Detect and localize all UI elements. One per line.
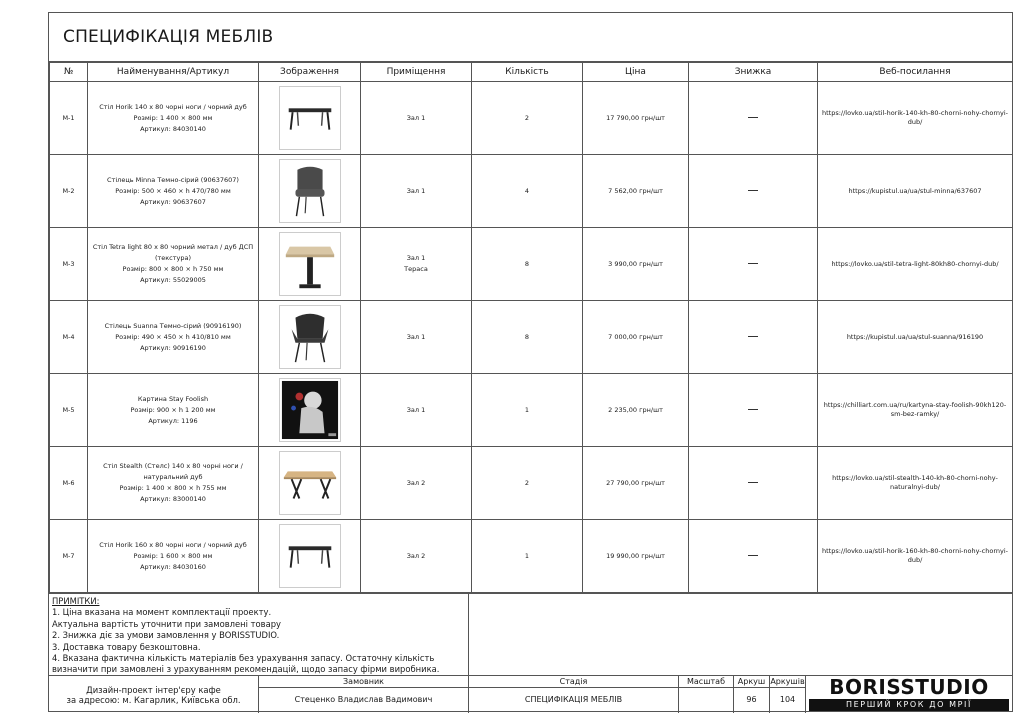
item-price: 19 990,00 грн/шт xyxy=(583,520,689,593)
item-image-cell xyxy=(259,374,361,447)
table-row xyxy=(50,228,1013,301)
item-name-line: Артикул: 1196 xyxy=(148,416,198,425)
client-value: Стеценко Владислав Вадимович xyxy=(294,695,433,704)
dark-table-icon xyxy=(279,524,341,588)
item-name xyxy=(88,155,259,228)
item-code: М-4 xyxy=(50,301,88,374)
dash-icon xyxy=(748,336,758,337)
project-description xyxy=(49,676,259,713)
title-row xyxy=(49,13,1012,62)
item-discount xyxy=(689,82,818,155)
item-room xyxy=(361,82,472,155)
col-number-header: № xyxy=(50,63,88,82)
item-qty: 2 xyxy=(472,82,583,155)
item-name-line: Розмір: 800 × 800 × h 750 мм xyxy=(122,265,224,273)
item-name-line: Стіл Horik 140 x 80 чорні ноги / чорний дуб xyxy=(99,102,247,111)
item-qty: 1 xyxy=(472,374,583,447)
item-qty: 2 xyxy=(472,447,583,520)
sheets-label: Аркушів xyxy=(770,677,805,686)
item-qty: 8 xyxy=(472,228,583,301)
dash-icon xyxy=(748,263,758,264)
item-room xyxy=(361,447,472,520)
item-name-line: (текстура) xyxy=(154,254,192,262)
item-room-line: Зал 1 xyxy=(406,186,426,195)
notes-line: Актуальна вартість уточнити при замовлені товару xyxy=(52,618,281,629)
brand-name: BORISSTUDIO xyxy=(829,675,989,699)
item-code: М-7 xyxy=(50,520,88,593)
item-price: 2 235,00 грн/шт xyxy=(583,374,689,447)
item-link[interactable]: https://kupistul.ua/ua/stul-suanna/916190 xyxy=(818,301,1013,374)
sheets-cell xyxy=(770,676,806,713)
notes-line: 1. Ціна вказана на момент комплектації проекту. xyxy=(52,607,272,618)
dash-icon xyxy=(748,409,758,410)
item-room xyxy=(361,228,472,301)
item-name-line: Розмір: 900 × h 1 200 мм xyxy=(130,405,216,414)
dark-table-icon xyxy=(279,86,341,150)
item-code: М-1 xyxy=(50,82,88,155)
item-name-line: Розмір: 1 400 × 800 × h 755 мм xyxy=(119,484,227,492)
project-line: за адресою: м. Кагарлик, Київська обл. xyxy=(66,695,241,705)
item-name xyxy=(88,301,259,374)
item-room xyxy=(361,520,472,593)
stage-cell xyxy=(469,676,679,713)
item-room-line: Зал 1 xyxy=(406,254,426,262)
item-code: М-5 xyxy=(50,374,88,447)
item-price: 7 000,00 грн/шт xyxy=(583,301,689,374)
item-discount xyxy=(689,155,818,228)
item-image-cell xyxy=(259,155,361,228)
notes-line: 3. Доставка товару безкоштовна. xyxy=(52,641,201,652)
item-name-line: Артикул: 84030140 xyxy=(140,124,206,133)
item-image-cell xyxy=(259,301,361,374)
stage-label: Стадія xyxy=(469,676,678,688)
item-room-line: Зал 2 xyxy=(406,478,426,487)
specification-sheet xyxy=(48,12,1013,712)
table-header-row xyxy=(50,63,1013,82)
table-row xyxy=(50,520,1013,593)
item-room xyxy=(361,155,472,228)
table-row xyxy=(50,82,1013,155)
item-name xyxy=(88,228,259,301)
item-link[interactable]: https://lovko.ua/stil-stealth-140-kh-80-chorni-nohy-naturalnyi-dub/ xyxy=(818,447,1013,520)
item-room-line: Зал 1 xyxy=(406,332,426,341)
item-image-cell xyxy=(259,520,361,593)
item-name-line: Артикул: 90637607 xyxy=(140,197,206,206)
item-qty: 1 xyxy=(472,520,583,593)
dash-icon xyxy=(748,117,758,118)
item-image-cell xyxy=(259,82,361,155)
item-name-line: Стілець Minna Темно-сірий (90637607) xyxy=(107,175,239,184)
col-room-header: Приміщення xyxy=(361,63,472,82)
scale-label: Масштаб xyxy=(679,676,733,688)
notes-line: 2. Знижка діє за умови замовлення у BORISSTUDIO. xyxy=(52,630,280,641)
dash-icon xyxy=(748,555,758,556)
client-label: Замовник xyxy=(259,676,468,688)
client-cell xyxy=(259,676,469,713)
item-name-line: Стіл Horik 160 x 80 чорні ноги / чорний дуб xyxy=(99,540,247,549)
sheet-label: Аркуш xyxy=(734,676,769,688)
item-link[interactable]: https://lovko.ua/stil-horik-140-kh-80-chorni-nohy-chornyi-dub/ xyxy=(818,82,1013,155)
item-room-line: Зал 2 xyxy=(406,551,426,560)
item-name xyxy=(88,447,259,520)
item-discount xyxy=(689,228,818,301)
sheet-cell xyxy=(734,676,770,713)
item-name-line: Стіл Tetra light 80 x 80 чорний метал / дуб ДСП xyxy=(92,243,254,251)
item-name-line: Розмір: 1 600 × 800 мм xyxy=(133,551,213,560)
item-room-line: Тераса xyxy=(404,265,428,273)
table-row xyxy=(50,447,1013,520)
sheet-value: 96 xyxy=(746,695,757,704)
col-link-header: Веб-посилання xyxy=(818,63,1013,82)
item-qty: 4 xyxy=(472,155,583,228)
item-name-line: Артикул: 55029005 xyxy=(140,276,206,284)
item-name-line: Артикул: 90916190 xyxy=(140,343,206,352)
item-link[interactable]: https://lovko.ua/stil-tetra-light-80kh80-chornyi-dub/ xyxy=(818,228,1013,301)
item-image-cell xyxy=(259,447,361,520)
item-name-line: Розмір: 1 400 × 800 мм xyxy=(133,113,213,122)
item-price: 3 990,00 грн/шт xyxy=(583,228,689,301)
col-name-header: Найменування/Артикул xyxy=(88,63,259,82)
page-title: СПЕЦИФІКАЦІЯ МЕБЛІВ xyxy=(63,27,274,47)
item-room xyxy=(361,301,472,374)
item-name-line: Артикул: 83000140 xyxy=(140,495,206,503)
table-row xyxy=(50,374,1013,447)
item-name-line: Стіл Stealth (Стелс) 140 x 80 чорні ноги / xyxy=(103,462,243,470)
col-price-header: Ціна xyxy=(583,63,689,82)
dash-icon xyxy=(748,190,758,191)
item-name-line: Стілець Suanna Темно-сірий (90916190) xyxy=(104,321,242,330)
item-discount xyxy=(689,520,818,593)
scale-value xyxy=(679,688,733,712)
square-table-icon xyxy=(279,232,341,296)
stage-value: СПЕЦИФІКАЦІЯ МЕБЛІВ xyxy=(524,695,623,704)
item-room-line: Зал 1 xyxy=(406,113,426,122)
project-line: Дизайн-проект інтер'єру кафе xyxy=(86,685,221,695)
item-discount xyxy=(689,447,818,520)
grey-chair-icon xyxy=(279,159,341,223)
notes xyxy=(49,593,469,675)
item-name-line: Розмір: 490 × 450 × h 410/810 мм xyxy=(115,332,231,341)
title-block xyxy=(49,675,1012,712)
table-row xyxy=(50,155,1013,228)
sheets-value: 104 xyxy=(779,695,796,704)
col-discount-header: Знижка xyxy=(689,63,818,82)
item-link[interactable]: https://kupistul.ua/ua/stul-minna/637607 xyxy=(818,155,1013,228)
brand-logo xyxy=(806,676,1012,713)
col-qty-header: Кількість xyxy=(472,63,583,82)
item-qty: 8 xyxy=(472,301,583,374)
oak-table-icon xyxy=(279,451,341,515)
item-name-line: натуральний дуб xyxy=(143,473,203,481)
item-code: М-3 xyxy=(50,228,88,301)
spec-table xyxy=(49,62,1013,593)
notes-line: визначити при замовлені з урахуванням рекомендацій, щодо запасу фірми виробника. xyxy=(52,664,440,675)
dark-chair-icon xyxy=(279,305,341,369)
item-code: М-6 xyxy=(50,447,88,520)
item-room xyxy=(361,374,472,447)
item-discount xyxy=(689,374,818,447)
dash-icon xyxy=(748,482,758,483)
table-row xyxy=(50,301,1013,374)
item-name-line: Картина Stay Foolish xyxy=(137,394,209,403)
notes-empty-area xyxy=(469,593,1012,675)
item-price: 7 562,00 грн/шт xyxy=(583,155,689,228)
notes-heading: ПРИМІТКИ: xyxy=(52,596,100,606)
item-name xyxy=(88,82,259,155)
item-discount xyxy=(689,301,818,374)
painting-icon xyxy=(279,378,341,442)
notes-line: 4. Вказана фактична кількість матеріалів без урахування запасу. Остаточну кількість xyxy=(52,653,435,664)
item-link[interactable]: https://lovko.ua/stil-horik-160-kh-80-chorni-nohy-chornyi-dub/ xyxy=(818,520,1013,593)
brand-slogan: ПЕРШИЙ КРОК ДО МРІЇ xyxy=(809,699,1009,711)
item-name-line: Артикул: 84030160 xyxy=(140,562,206,571)
col-image-header: Зображення xyxy=(259,63,361,82)
item-name xyxy=(88,374,259,447)
item-code: М-2 xyxy=(50,155,88,228)
item-price: 27 790,00 грн/шт xyxy=(583,447,689,520)
item-link[interactable]: https://chilliart.com.ua/ru/kartyna-stay-foolish-90kh120-sm-bez-ramky/ xyxy=(818,374,1013,447)
scale-cell xyxy=(679,676,734,713)
item-price: 17 790,00 грн/шт xyxy=(583,82,689,155)
item-room-line: Зал 1 xyxy=(406,405,426,414)
item-image-cell xyxy=(259,228,361,301)
item-name xyxy=(88,520,259,593)
item-name-line: Розмір: 500 × 460 × h 470/780 мм xyxy=(115,186,231,195)
